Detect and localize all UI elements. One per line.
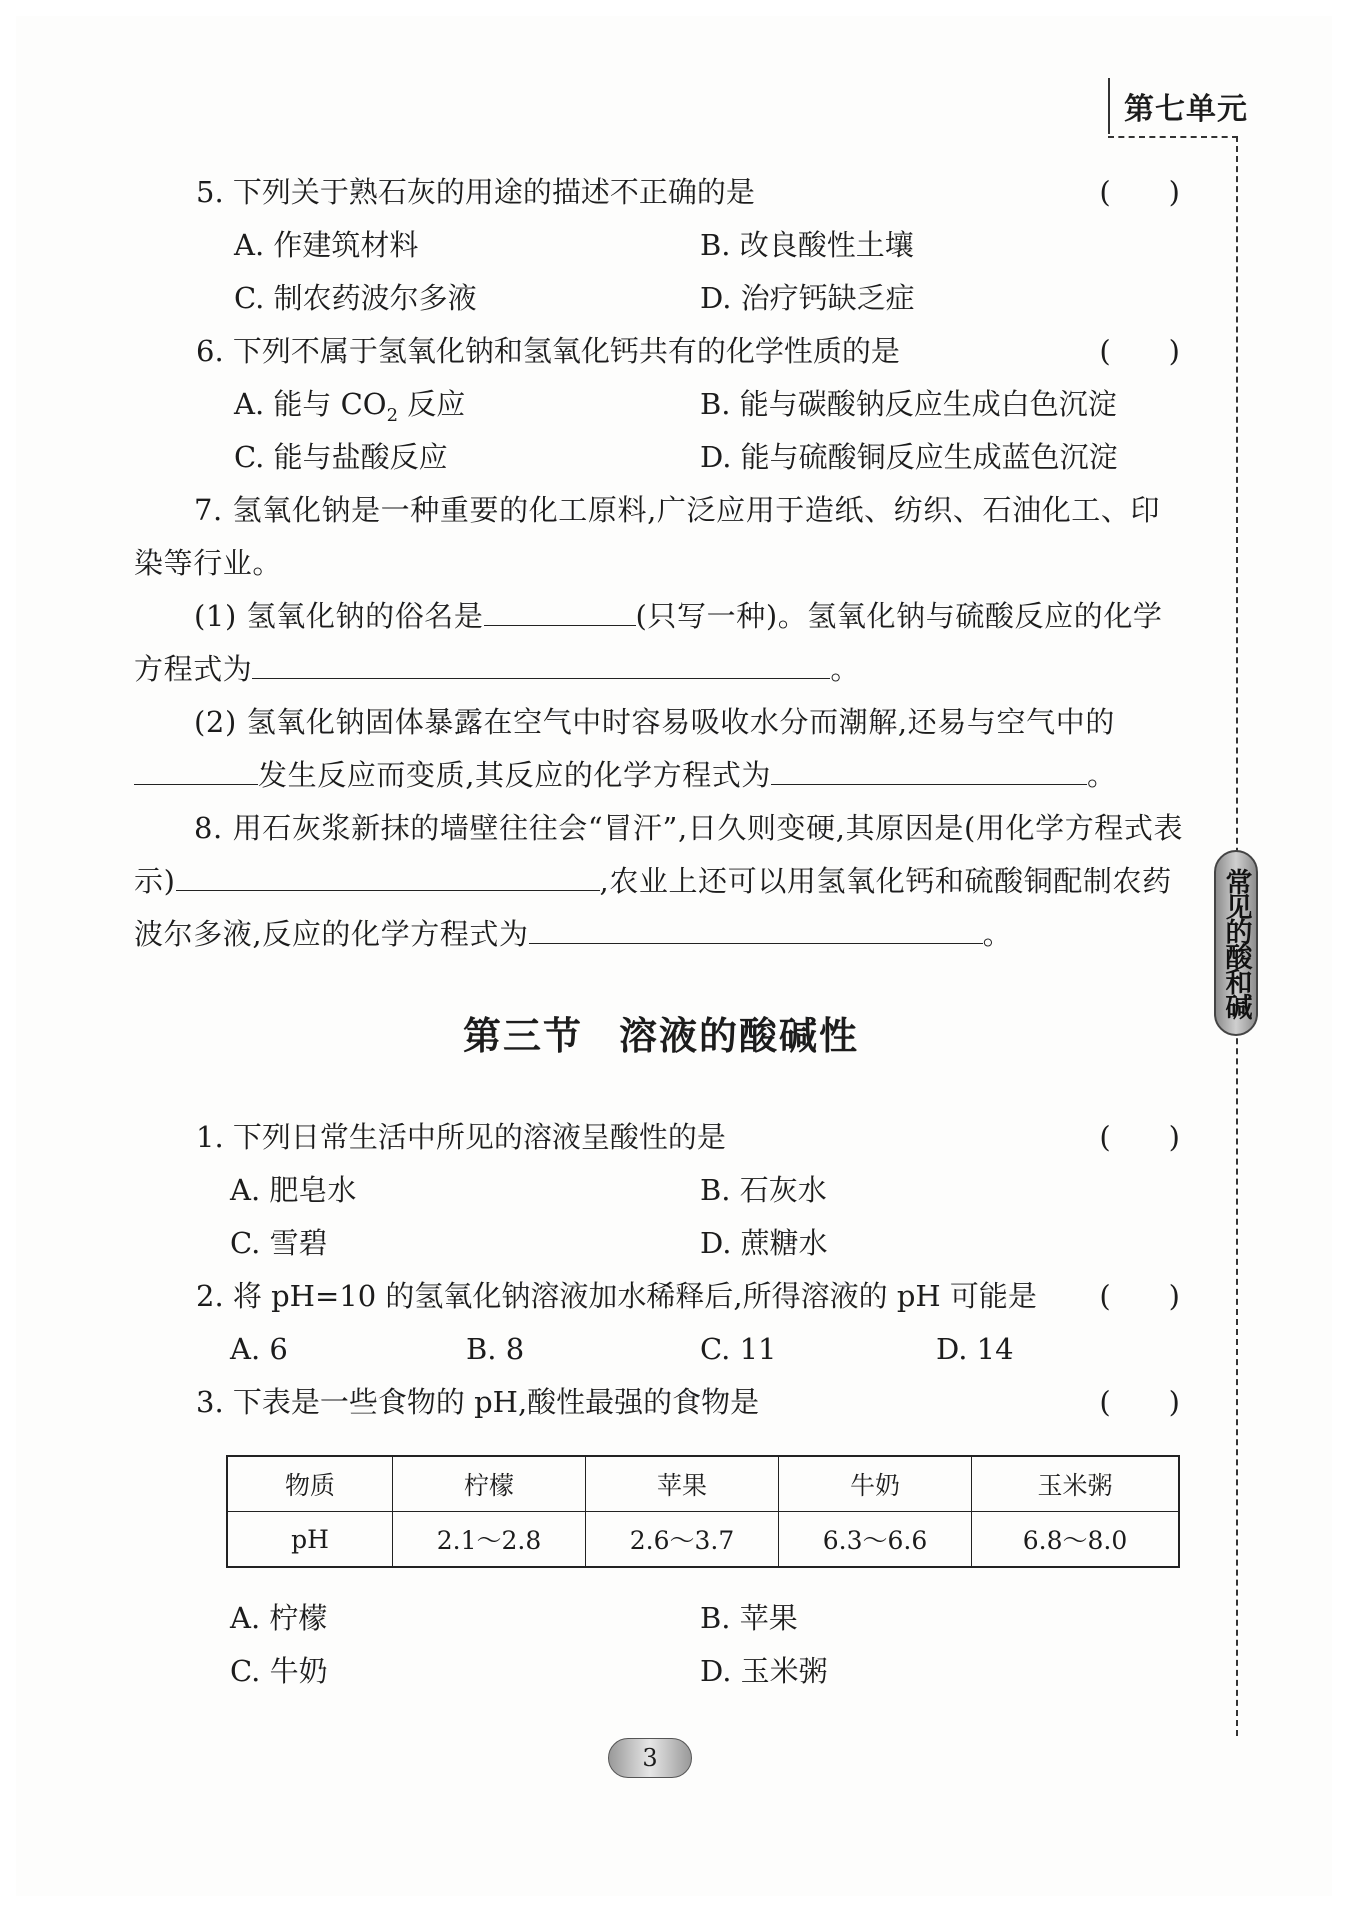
question-stem: 5. 下列关于熟石灰的用途的描述不正确的是 (196, 175, 755, 209)
answer-bracket[interactable]: ( ) (1099, 175, 1180, 209)
question-stem: 2. 将 pH=10 的氢氧化钠溶液加水稀释后,所得溶液的 pH 可能是 (196, 1279, 1037, 1313)
question-5 (134, 166, 1188, 219)
option-b[interactable]: B. 改良酸性土壤 (700, 228, 914, 262)
option-b[interactable]: B. 苹果 (700, 1601, 798, 1635)
fill-blank[interactable] (134, 750, 258, 785)
options-row (134, 1592, 1188, 1645)
section-question-1 (134, 1111, 1188, 1164)
text: (2) 氢氧化钠固体暴露在空气中时容易吸收水分而潮解,还易与空气中的 (194, 705, 1115, 739)
option-c[interactable]: C. 能与盐酸反应 (234, 440, 448, 474)
question-7-part-2 (134, 696, 1188, 802)
table-cell: 苹果 (586, 1456, 779, 1512)
options-row (134, 272, 1188, 325)
text: 。 (1087, 758, 1117, 792)
option-d[interactable]: D. 蔗糖水 (700, 1226, 828, 1260)
unit-label: 第七单元 (1124, 92, 1248, 127)
option-c[interactable]: C. 雪碧 (230, 1226, 328, 1260)
option-a-text: A. 能与 CO (234, 387, 387, 421)
page-number: 3 (608, 1738, 692, 1778)
table-cell: pH (227, 1512, 393, 1568)
option-b[interactable]: B. 8 (466, 1332, 525, 1366)
question-8 (134, 802, 1188, 961)
option-b[interactable]: B. 石灰水 (700, 1173, 827, 1207)
options-row (134, 1164, 1188, 1217)
question-6 (134, 325, 1188, 378)
options-row (134, 1217, 1188, 1270)
subscript: 2 (386, 404, 399, 426)
table-cell: 玉米粥 (972, 1456, 1180, 1512)
option-c[interactable]: C. 牛奶 (230, 1654, 328, 1688)
fill-blank[interactable] (529, 909, 983, 944)
question-stem: 3. 下表是一些食物的 pH,酸性最强的食物是 (196, 1385, 760, 1419)
table-cell: 2.1～2.8 (393, 1512, 586, 1568)
option-d[interactable]: D. 14 (936, 1332, 1014, 1366)
header-divider (1108, 78, 1110, 134)
options-row (134, 1323, 1188, 1376)
table-cell: 物质 (227, 1456, 393, 1512)
page-content (134, 166, 1188, 1698)
option-d[interactable]: D. 玉米粥 (700, 1654, 828, 1688)
question-7-part-1 (134, 590, 1188, 696)
fill-blank[interactable] (484, 591, 636, 626)
ph-table (226, 1455, 1180, 1568)
table-cell: 2.6～3.7 (586, 1512, 779, 1568)
table-row (227, 1512, 1179, 1568)
option-d[interactable]: D. 治疗钙缺乏症 (700, 281, 915, 315)
table-cell: 6.8～8.0 (972, 1512, 1180, 1568)
section-question-2 (134, 1270, 1188, 1323)
text: (1) 氢氧化钠的俗名是 (194, 599, 484, 633)
option-a[interactable]: A. 柠檬 (230, 1601, 328, 1635)
options-row (134, 378, 1188, 431)
text: 发生反应而变质,其反应的化学方程式为 (258, 758, 772, 792)
text: 。 (830, 652, 861, 686)
question-7-intro: 7. 氢氧化钠是一种重要的化工原料,广泛应用于造纸、纺织、石油化工、印染等行业。 (134, 493, 1161, 580)
chapter-side-tab: 常见的酸和碱 (1214, 850, 1258, 1036)
text: ,农业上还可以用氢氧化钙和硫酸铜配制农药波尔多液,反应的化学方程式为 (134, 864, 1172, 951)
option-c[interactable]: C. 11 (700, 1332, 777, 1366)
section-number: 第三节 (462, 1014, 583, 1058)
section-title (134, 961, 1188, 1111)
section-name: 溶液的酸碱性 (619, 1014, 860, 1058)
question-stem: 1. 下列日常生活中所见的溶液呈酸性的是 (196, 1120, 726, 1154)
text: 8. 用石灰浆新抹的墙壁往往会“冒汗”,日久则变硬,其原因是(用化学方程式表示) (134, 811, 1184, 898)
answer-bracket[interactable]: ( ) (1099, 334, 1180, 368)
option-d[interactable]: D. 能与硫酸铜反应生成蓝色沉淀 (700, 440, 1118, 474)
text: 。 (982, 917, 1013, 951)
table-cell: 柠檬 (393, 1456, 586, 1512)
option-a[interactable]: A. 肥皂水 (230, 1173, 357, 1207)
options-row (134, 431, 1188, 484)
option-a[interactable]: A. 6 (230, 1332, 288, 1366)
options-row (134, 1645, 1188, 1698)
text: (只写一种)。氢氧化钠与硫酸反应的化学方程式为 (134, 599, 1163, 686)
option-a[interactable]: A. 作建筑材料 (234, 228, 419, 262)
question-stem: 6. 下列不属于氢氧化钠和氢氧化钙共有的化学性质的是 (196, 334, 900, 368)
fill-blank[interactable] (771, 750, 1087, 785)
table-header-row (227, 1456, 1179, 1512)
answer-bracket[interactable]: ( ) (1099, 1279, 1180, 1313)
options-row (134, 219, 1188, 272)
answer-bracket[interactable]: ( ) (1099, 1120, 1180, 1154)
option-a-text-end: 反应 (398, 387, 466, 421)
table-cell: 6.3～6.6 (779, 1512, 972, 1568)
section-question-3 (134, 1376, 1188, 1429)
table-cell: 牛奶 (779, 1456, 972, 1512)
answer-bracket[interactable]: ( ) (1099, 1385, 1180, 1419)
option-b[interactable]: B. 能与碳酸钠反应生成白色沉淀 (700, 387, 1117, 421)
fill-blank[interactable] (252, 644, 830, 679)
fill-blank[interactable] (176, 856, 600, 891)
header-dashed-rule (1108, 136, 1238, 138)
option-c[interactable]: C. 制农药波尔多液 (234, 281, 477, 315)
